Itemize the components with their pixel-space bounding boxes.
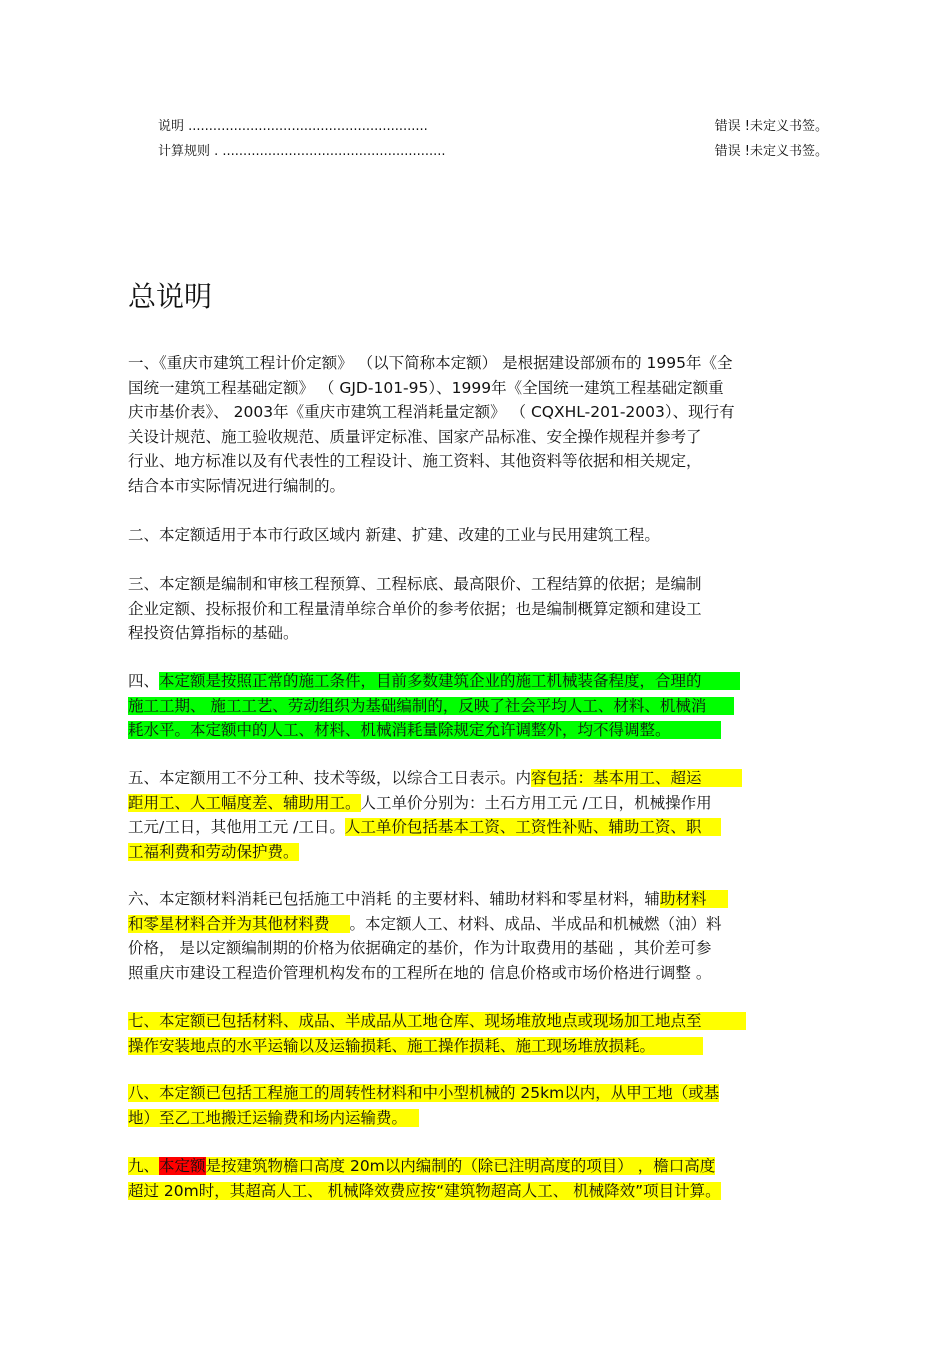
text-segment: 工元/工日，其他用工元 /工日。 bbox=[128, 818, 345, 836]
text-line bbox=[128, 1154, 838, 1179]
text-line bbox=[128, 694, 838, 719]
text-line bbox=[128, 887, 838, 912]
highlight-yellow: 和零星材料合并为其他材料费 bbox=[128, 915, 350, 933]
highlight-yellow: 人工单价包括基本工资、工资性补贴、辅助工资、职 bbox=[345, 818, 722, 836]
highlight-yellow: 助材料 bbox=[660, 890, 729, 908]
text-line: 结合本市实际情况进行编制的。 bbox=[128, 476, 346, 495]
text-line bbox=[128, 1034, 838, 1059]
highlight-green: 施工工期、 施工工艺、劳动组织为基础编制的，反映了社会平均人工、材料、机械消 bbox=[128, 697, 734, 715]
text-line: 三、本定额是编制和审核工程预算、工程标底、最高限价、工程结算的依据；是编制 bbox=[128, 575, 702, 593]
highlight-green: 耗水平。本定额中的人工、材料、机械消耗量除规定允许调整外，均不得调整。 bbox=[128, 721, 721, 739]
paragraph-4 bbox=[128, 669, 838, 743]
text-line: 企业定额、投标报价和工程量清单综合单价的参考依据；也是编制概算定额和建设工 bbox=[128, 599, 702, 618]
text-line bbox=[128, 1081, 838, 1106]
text-line: 程投资估算指标的基础。 bbox=[128, 624, 299, 642]
text-line bbox=[128, 912, 838, 937]
highlight-yellow: 地）至乙工地搬迁运输费和场内运输费。 bbox=[128, 1109, 419, 1127]
text-line bbox=[128, 718, 838, 743]
text-line: 一、《重庆市建筑工程计价定额》 （以下简称本定额） 是根据建设部颁布的 1995年《全 bbox=[128, 354, 733, 372]
highlight-yellow: 七、本定额已包括材料、成品、半成品从工地仓库、现场堆放地点或现场加工地点至 bbox=[128, 1012, 746, 1030]
paragraph-6 bbox=[128, 887, 838, 985]
text-line: 照重庆市建设工程造价管理机构发布的工程所在地的 信息价格或市场价格进行调整 。 bbox=[128, 963, 712, 982]
page-title: 总说明 bbox=[128, 280, 213, 313]
paragraph-2 bbox=[128, 523, 838, 548]
text-line bbox=[128, 1009, 838, 1034]
paragraph-7 bbox=[128, 1009, 838, 1058]
highlight-yellow: 容包括：基本用工、超运 bbox=[531, 769, 742, 787]
text-line: 价格， 是以定额编制期的价格为依据确定的基价，作为计取费用的基础 ，其价差可参 bbox=[128, 939, 712, 957]
paragraph-1 bbox=[128, 351, 838, 498]
text-line: 庆市基价表》、 2003年《重庆市建筑工程消耗量定额》 （ CQXHL-201-2003）、现行有 bbox=[128, 403, 735, 421]
toc-entry-page: 错误 !未定义书签。 bbox=[714, 144, 828, 159]
text-line: 二、本定额适用于本市行政区域内 新建、扩建、改建的工业与民用建筑工程。 bbox=[128, 526, 660, 544]
text-line: 行业、地方标准以及有代表性的工程设计、施工资料、其他资料等依据和相关规定， bbox=[128, 452, 702, 470]
text-line bbox=[128, 1179, 838, 1204]
text-line bbox=[128, 791, 838, 816]
paragraph-9 bbox=[128, 1154, 838, 1203]
text-segment: 。本定额人工、材料、成品、半成品和机械燃（油）料 bbox=[349, 914, 722, 933]
highlight-yellow: 九、 bbox=[128, 1157, 160, 1175]
text-segment: 五、本定额用工不分工种、技术等级，以综合工日表示。内 bbox=[128, 769, 532, 787]
toc-entry-label: 说明 .......................................................... bbox=[158, 119, 428, 134]
text-line bbox=[128, 815, 838, 840]
highlight-yellow: 距用工、人工幅度差、辅助用工。 bbox=[128, 793, 361, 812]
highlight-yellow: 工福利费和劳动保护费。 bbox=[128, 842, 299, 861]
text-segment: 人工单价分别为：土石方用工元 /工日，机械操作用 bbox=[360, 793, 712, 812]
highlight-yellow: 八、本定额已包括工程施工的周转性材料和中小型机械的 25km以内，从甲工地（或基 bbox=[128, 1084, 720, 1102]
highlight-green: 本定额是按照正常的施工条件，目前多数建筑企业的施工机械装备程度，合理的 bbox=[159, 672, 740, 690]
paragraph-8 bbox=[128, 1081, 838, 1130]
paragraph-3 bbox=[128, 572, 838, 646]
text-line bbox=[128, 840, 838, 865]
highlight-yellow: 超过 20m时，其超高人工、 机械降效费应按“建筑物超高人工、 机械降效”项目计算。 bbox=[128, 1181, 721, 1200]
text-segment: 六、本定额材料消耗已包括施工中消耗 的主要材料、辅助材料和零星材料，辅 bbox=[128, 890, 660, 908]
toc-entry-label: 计算规则 . ...................................................... bbox=[158, 144, 446, 159]
highlight-yellow: 是按建筑物檐口高度 20m以内编制的（除已注明高度的项目） ，檐口高度 bbox=[205, 1157, 716, 1175]
highlight-yellow: 操作安装地点的水平运输以及运输损耗、施工操作损耗、施工现场堆放损耗。 bbox=[128, 1037, 703, 1055]
text-line: 国统一建筑工程基础定额》 （ GJD-101-95）、1999年《全国统一建筑工程基础定额重 bbox=[128, 378, 724, 397]
highlight-red: 本定额 bbox=[159, 1157, 206, 1175]
text-line bbox=[128, 669, 838, 694]
paragraph-5 bbox=[128, 766, 838, 864]
toc-entry-page: 错误 !未定义书签。 bbox=[714, 119, 828, 134]
text-line: 关设计规范、施工验收规范、质量评定标准、国家产品标准、安全操作规程并参考了 bbox=[128, 427, 702, 446]
text-line bbox=[128, 766, 838, 791]
text-segment: 四、 bbox=[128, 672, 160, 690]
text-line bbox=[128, 1106, 838, 1131]
